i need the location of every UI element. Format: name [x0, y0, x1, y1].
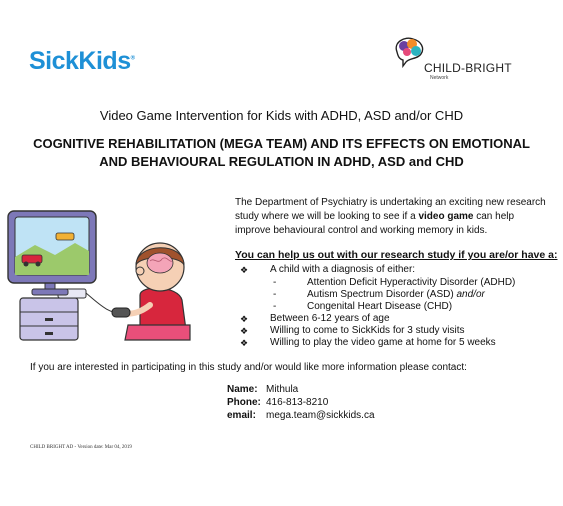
diamond-bullet-icon: ❖	[240, 326, 249, 336]
dash-icon: -	[273, 277, 277, 288]
subtitle: Video Game Intervention for Kids with ADHD, ASD and/or CHD	[99, 108, 464, 123]
list-item	[240, 264, 248, 277]
headline	[20, 135, 543, 171]
diagnosis-1: Attention Deficit Hyperactivity Disorder (ADHD)	[307, 277, 516, 288]
headline-line-1: COGNITIVE REHABILITATION (MEGA TEAM) AND ITS EFFECTS ON EMOTIONAL	[33, 136, 530, 151]
contact-name: Mithula	[266, 384, 299, 395]
dash-icon: -	[273, 301, 277, 312]
contact-phone: 416-813-8210	[266, 397, 329, 408]
diagnosis-2-text: Autism Spectrum Disorder (ASD)	[307, 289, 457, 300]
email-label: email:	[227, 410, 256, 421]
brain-icon	[147, 253, 173, 273]
child-bright-logo-icon	[391, 34, 427, 68]
list-item	[240, 337, 248, 350]
criteria-1: A child with a diagnosis of either:	[270, 264, 416, 275]
criteria-3: Willing to come to SickKids for 3 study visits	[270, 325, 465, 336]
sickkids-logo-text: SickKids	[29, 47, 131, 75]
intro-bold: video game	[418, 211, 474, 222]
contact-lead: If you are interested in participating in this study and/or would like more information please contact:	[30, 362, 467, 373]
phone-label: Phone:	[227, 397, 261, 408]
diagnosis-3: Congenital Heart Disease (CHD)	[307, 301, 453, 312]
intro-paragraph	[235, 196, 550, 238]
dash-icon: -	[273, 289, 277, 300]
criteria-4: Willing to play the video game at home for 5 weeks	[270, 337, 496, 348]
sickkids-logo	[29, 47, 135, 76]
diagnosis-2	[307, 289, 485, 301]
name-label: Name:	[227, 384, 258, 395]
intro-after: can help improve behavioural control and working memory in kids.	[235, 211, 515, 236]
diamond-bullet-icon: ❖	[240, 265, 249, 275]
child-bright-name: CHILD-BRIGHT	[424, 61, 512, 75]
headline-line-2: AND BEHAVIOURAL REGULATION IN ADHD, ASD and CHD	[99, 154, 464, 169]
diamond-bullet-icon: ❖	[240, 338, 249, 348]
diagnosis-2-suffix: and/or	[456, 289, 485, 300]
contact-email: mega.team@sickkids.ca	[266, 410, 375, 421]
child-bright-network: Network	[430, 75, 449, 81]
registered-mark: ®	[130, 55, 135, 62]
intro-before: The Department of Psychiatry is undertaking an exciting new research study where we will be looking to see if a	[235, 197, 546, 222]
diamond-bullet-icon: ❖	[240, 314, 249, 324]
call-to-action: You can help us out with our research study if you are/or have a:	[235, 249, 558, 261]
child-gaming-illustration	[0, 205, 215, 350]
game-controller-icon	[112, 308, 130, 317]
criteria-2: Between 6-12 years of age	[270, 313, 390, 324]
version-footer: CHILD BRIGHT AD - Version date: Mar 04, 2019	[30, 445, 132, 450]
